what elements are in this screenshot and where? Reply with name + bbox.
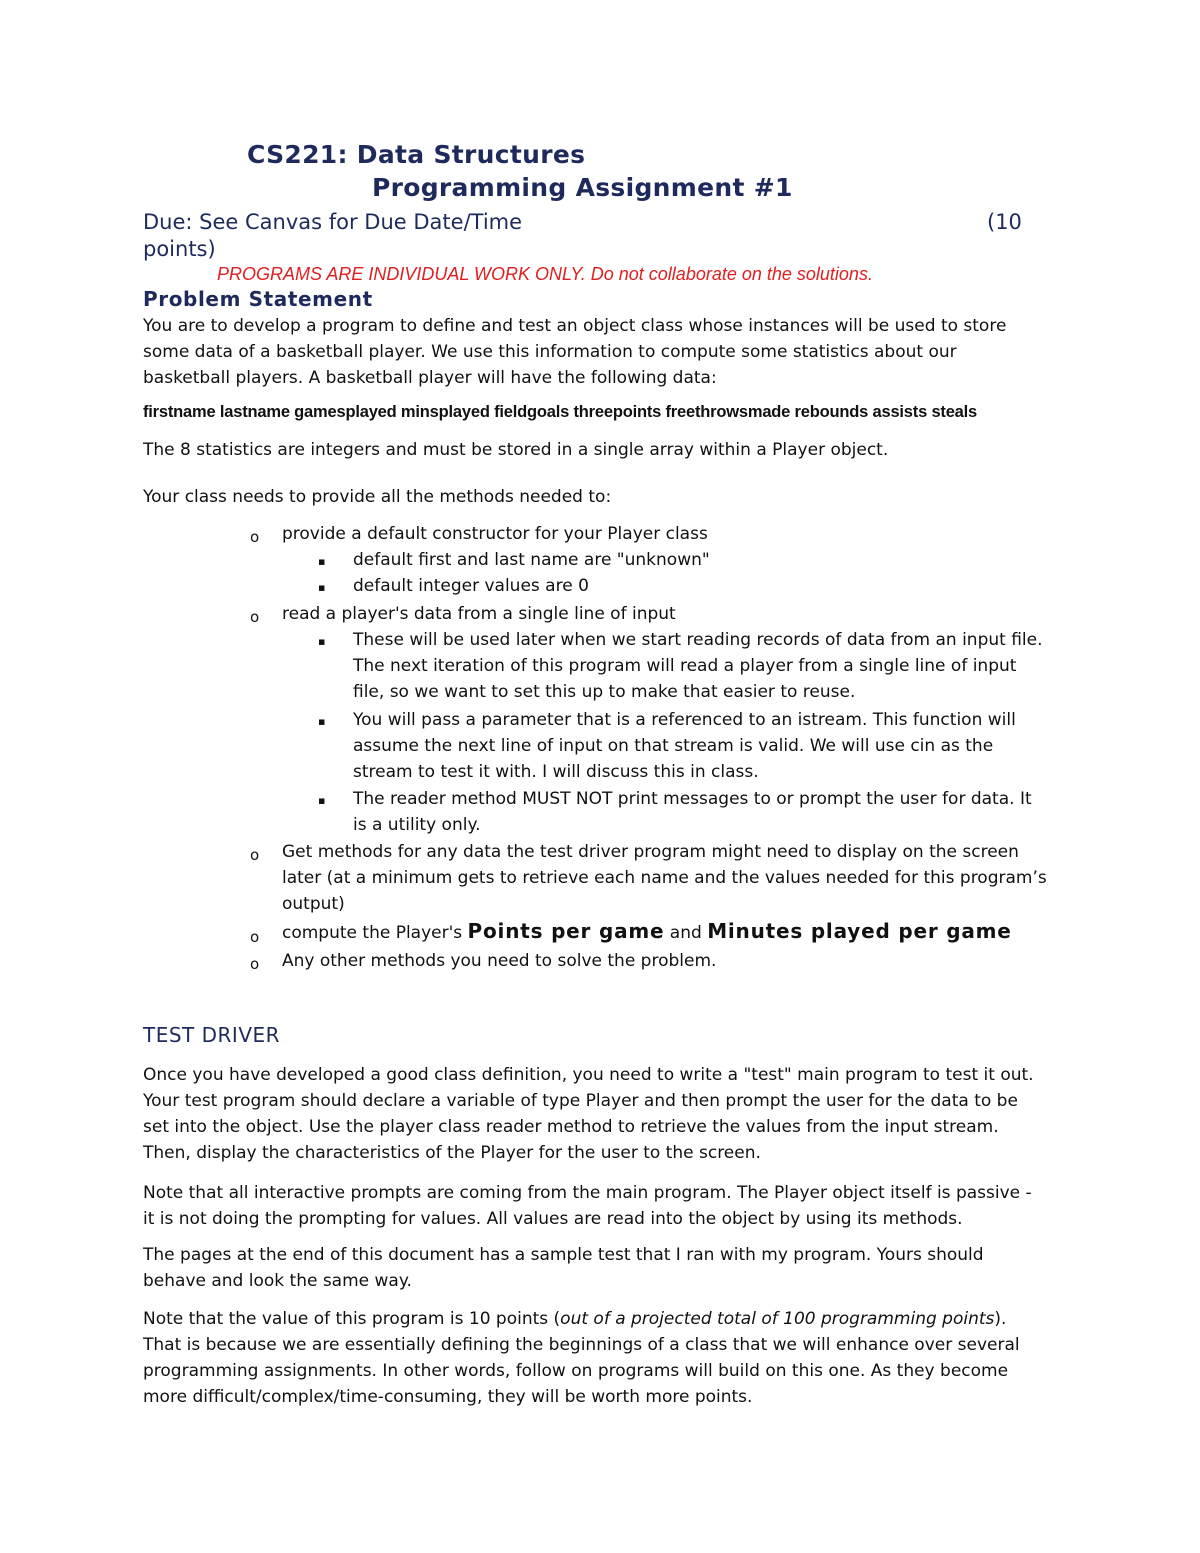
text-line: These will be used later when we start reading records of data from an input file. [353, 630, 1043, 650]
intro-line: some data of a basketball player. We use this information to compute some statistics about our [143, 342, 957, 362]
text-span: ). [994, 1309, 1007, 1329]
text-line: Get methods for any data the test driver program might need to display on the screen [282, 842, 1019, 862]
test-driver-paragraph-3 [143, 1242, 984, 1294]
bullet-get-methods [282, 839, 1047, 917]
methods-intro: Your class needs to provide all the methods needed to: [143, 487, 612, 507]
text-line: The reader method MUST NOT print messages to or prompt the user for data. It [353, 789, 1032, 809]
text-line: Then, display the characteristics of the Player for the user to the screen. [143, 1143, 761, 1163]
text-line: it is not doing the prompting for values. All values are read into the object by using its methods. [143, 1209, 963, 1229]
text-line: You will pass a parameter that is a referenced to an istream. This function will [353, 710, 1016, 730]
text-line: The next iteration of this program will read a player from a single line of input [353, 656, 1017, 676]
text-span: Note that the value of this program is 10 points ( [143, 1309, 561, 1329]
bullet-other-methods: Any other methods you need to solve the problem. [282, 951, 717, 971]
individual-work-warning: PROGRAMS ARE INDIVIDUAL WORK ONLY. Do not collaborate on the solutions. [217, 264, 873, 284]
test-driver-paragraph-1 [143, 1062, 1034, 1166]
sub-bullet-reader-rule [353, 786, 1063, 838]
bullet-read-player: read a player's data from a single line of input [282, 604, 676, 624]
text-line: That is because we are essentially defining the beginnings of a class that we will enhance over several [143, 1335, 1020, 1355]
player-fields-list: firstname lastname gamesplayed minsplayed fieldgoals threepoints freethrowsmade rebounds assists steals [143, 403, 978, 421]
test-driver-paragraph-2 [143, 1180, 1032, 1232]
text-line: output) [282, 894, 345, 914]
text-line [143, 1306, 1020, 1332]
text-line: set into the object. Use the player class reader method to retrieve the values from the input stream. [143, 1117, 999, 1137]
problem-statement-heading: Problem Statement [143, 287, 373, 311]
course-title: CS221: Data Structures [247, 140, 586, 169]
text-line: Once you have developed a good class definition, you need to write a "test" main program to test it out. [143, 1065, 1034, 1085]
sub-bullet-marker: ▪ [318, 794, 326, 807]
text-line: file, so we want to set this up to make that easier to reuse. [353, 682, 856, 702]
text-line: later (at a minimum gets to retrieve each name and the values needed for this program’s [282, 868, 1047, 888]
text-line: more difficult/complex/time-consuming, they will be worth more points. [143, 1387, 753, 1407]
test-driver-heading: TEST DRIVER [143, 1023, 281, 1047]
sub-bullet-marker: ▪ [318, 715, 326, 728]
bullet-marker: o [250, 608, 260, 626]
sub-bullet-marker: ▪ [318, 581, 326, 594]
points-per-game-term: Points per game [467, 919, 665, 943]
bullet-marker: o [250, 846, 260, 864]
sub-bullet-istream [353, 707, 1063, 785]
sub-bullet-records [353, 627, 1063, 705]
sub-bullet-default-names: default first and last name are "unknown" [353, 550, 710, 570]
points-value-open: (10 [987, 210, 1022, 234]
stats-note: The 8 statistics are integers and must be stored in a single array within a Player object. [143, 440, 889, 460]
test-driver-paragraph-4 [143, 1306, 1020, 1410]
text-line: Your test program should declare a variable of type Player and then prompt the user for the data to be [143, 1091, 1018, 1111]
intro-line: You are to develop a program to define and test an object class whose instances will be used to store [143, 316, 1007, 336]
points-value-close: points) [143, 237, 216, 261]
text-line: stream to test it with. I will discuss this in class. [353, 762, 759, 782]
text-line: programming assignments. In other words, follow on programs will build on this one. As they become [143, 1361, 1009, 1381]
sub-bullet-marker: ▪ [318, 635, 326, 648]
text-line: assume the next line of input on that stream is valid. We will use cin as the [353, 736, 994, 756]
sub-bullet-marker: ▪ [318, 555, 326, 568]
bullet-marker: o [250, 955, 260, 973]
text-line: The pages at the end of this document has a sample test that I ran with my program. Yours should [143, 1245, 984, 1265]
text-span: compute the Player's [282, 923, 468, 943]
assignment-title: Programming Assignment #1 [372, 173, 793, 202]
text-span: and [664, 923, 708, 943]
minutes-per-game-term: Minutes played per game [707, 919, 1012, 943]
text-line: Note that all interactive prompts are coming from the main program. The Player object itself is passive - [143, 1183, 1032, 1203]
bullet-compute-stats [282, 918, 1012, 946]
text-line: is a utility only. [353, 815, 481, 835]
due-date-text: Due: See Canvas for Due Date/Time [143, 210, 523, 234]
sub-bullet-default-values: default integer values are 0 [353, 576, 589, 596]
text-line: behave and look the same way. [143, 1271, 412, 1291]
bullet-marker: o [250, 528, 260, 546]
projected-total-note: out of a projected total of 100 programming points [560, 1309, 995, 1329]
bullet-marker: o [250, 928, 260, 946]
bullet-default-constructor: provide a default constructor for your Player class [282, 524, 708, 544]
intro-line: basketball players. A basketball player will have the following data: [143, 368, 717, 388]
